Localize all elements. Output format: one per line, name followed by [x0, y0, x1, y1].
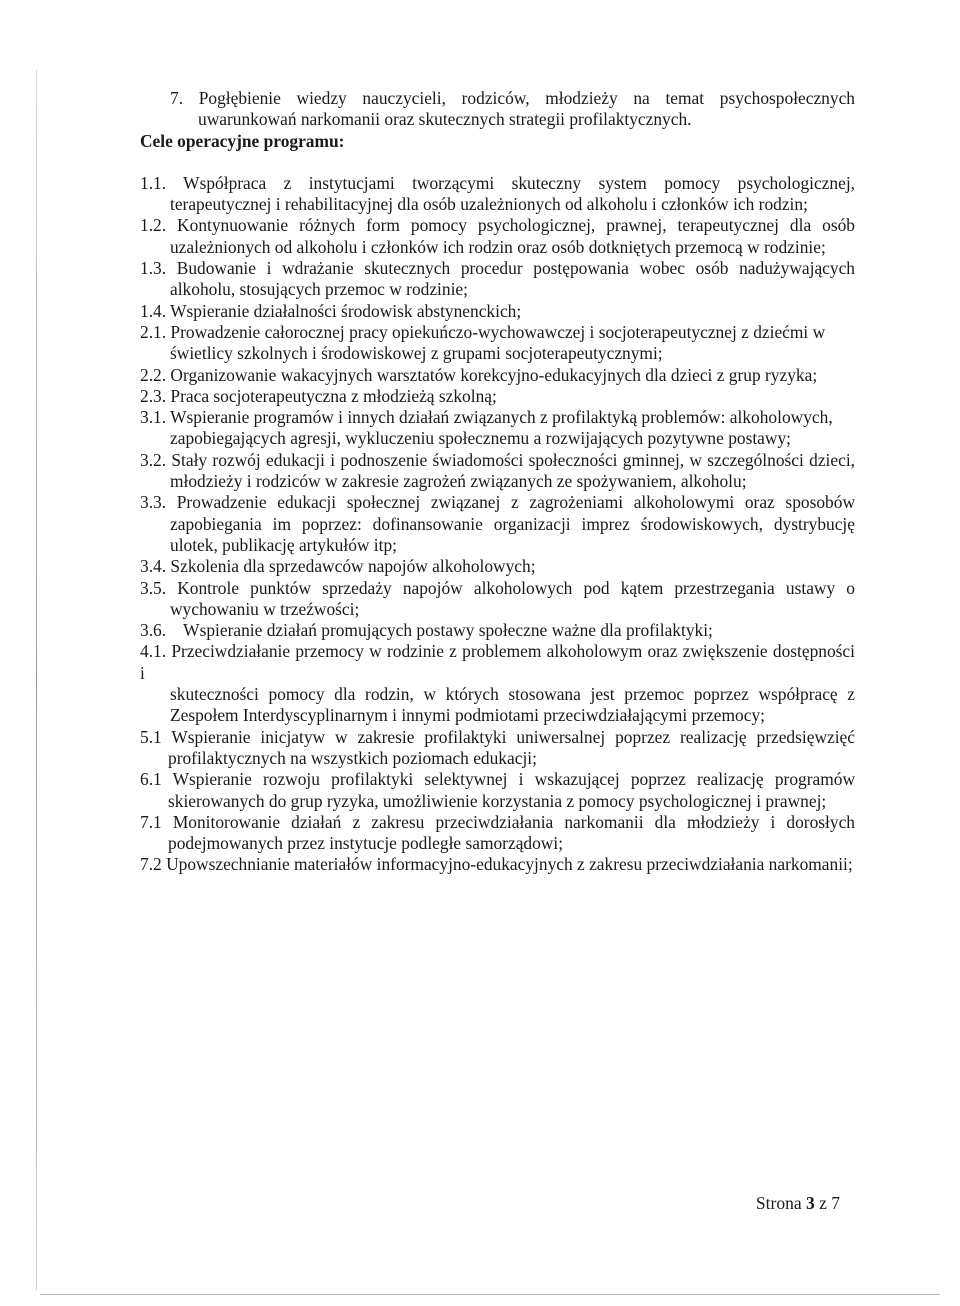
- intro-item-7: 7. Pogłębienie wiedzy nauczycieli, rodziców, młodzieży na temat psychospołecznych uwarunkowań narkomanii oraz skutecznych strategii profilaktycznych.: [170, 88, 855, 130]
- list-item-3-1-cont: zapobiegających agresji, wykluczeniu społecznemu a rozwijających pozytywne postawy;: [170, 428, 791, 449]
- scan-edge-left: [36, 70, 37, 1290]
- list-item-2-1-cont: świetlicy szkolnych i środowiskowej z grupami socjoterapeutycznymi;: [170, 343, 663, 364]
- page-number: [756, 1193, 840, 1214]
- list-item-3-5: 3.5. Kontrole punktów sprzedaży napojów alkoholowych pod kątem przestrzegania ustawy o wychowaniu w trzeźwości;: [140, 577, 855, 619]
- document-body: [140, 88, 855, 876]
- page-number-current: 3: [805, 1193, 815, 1213]
- list-item-2-2: 2.2. Organizowanie wakacyjnych warsztatów korekcyjno-edukacyjnych dla dzieci z grup ryzyka;: [140, 364, 818, 385]
- page-number-middle: z: [814, 1193, 832, 1213]
- list-item-3-3: 3.3. Prowadzenie edukacji społecznej związanej z zagrożeniami alkoholowymi oraz sposobów zapobiegania im poprzez: dofinansowanie organizacji imprez środowiskowych, dystrybucję ulotek, publikację artykułów itp;: [140, 492, 855, 555]
- list-item-4-1-cont: skuteczności pomocy dla rodzin, w których stosowana jest przemoc poprzez współpracę z Zespołem Interdyscyplinarnym i innymi podmiotami przeciwdziałającymi przemocy;: [170, 684, 855, 726]
- list-item-3-1: 3.1. Wspieranie programów i innych działań związanych z profilaktyką problemów: alkoholowych,: [140, 407, 833, 428]
- page-number-total: 7: [831, 1193, 840, 1213]
- list-item-1-3: 1.3. Budowanie i wdrażanie skutecznych procedur postępowania wobec osób nadużywających alkoholu, stosujących przemoc w rodzinie;: [140, 258, 855, 300]
- list-item-1-2: 1.2. Kontynuowanie różnych form pomocy psychologicznej, prawnej, terapeutycznej dla osób uzależnionych od alkoholu i członków ich rodzin oraz osób dotkniętych przemocą w rodzinie;: [140, 215, 855, 257]
- list-item-1-4: 1.4. Wspieranie działalności środowisk abstynenckich;: [140, 300, 522, 321]
- list-item-3-2: 3.2. Stały rozwój edukacji i podnoszenie świadomości społeczności gminnej, w szczególności dzieci, młodzieży i rodziców w zakresie zagrożeń związanych ze spożywaniem, alkoholu;: [140, 449, 855, 492]
- list-item-7-1: 7.1 Monitorowanie działań z zakresu przeciwdziałania narkomanii dla młodzieży i dorosłych podejmowanych przez instytucje podległe samorządowi;: [140, 811, 855, 854]
- list-item-7-2: 7.2 Upowszechnianie materiałów informacyjno-edukacyjnych z zakresu przeciwdziałania narkomanii;: [140, 854, 853, 875]
- list-item-1-1: 1.1. Współpraca z instytucjami tworzącymi skuteczny system pomocy psychologicznej, terapeutycznej i rehabilitacyjnej dla osób uzależnionych od alkoholu i członków ich rodzin;: [140, 172, 855, 215]
- list-item-2-1: 2.1. Prowadzenie całorocznej pracy opiekuńczo-wychowawczej i socjoterapeutycznej z dziećmi w: [140, 321, 826, 342]
- list-item-2-3: 2.3. Praca socjoterapeutyczna z młodzieżą szkolną;: [140, 385, 497, 406]
- list-item-6-1: 6.1 Wspieranie rozwoju profilaktyki selektywnej i wskazującej poprzez realizację programów skierowanych do grup ryzyka, umożliwienie korzystania z pomocy psychologicznej i prawnej;: [140, 769, 855, 811]
- list-item-5-1: 5.1 Wspieranie inicjatyw w zakresie profilaktyki uniwersalnej poprzez realizację przedsięwzięć profilaktycznych na wszystkich poziomach edukacji;: [140, 726, 855, 768]
- section-heading: Cele operacyjne programu:: [140, 130, 345, 151]
- list-item-4-1: 4.1. Przeciwdziałanie przemocy w rodzinie z problemem alkoholowym oraz zwiększenie dostępności i: [140, 641, 855, 683]
- list-item-3-6: 3.6. Wspieranie działań promujących postawy społeczne ważne dla profilaktyki;: [140, 620, 713, 641]
- scan-edge-bottom: [40, 1294, 940, 1295]
- list-item-3-4: 3.4. Szkolenia dla sprzedawców napojów alkoholowych;: [140, 556, 536, 577]
- page-number-prefix: Strona: [755, 1193, 806, 1213]
